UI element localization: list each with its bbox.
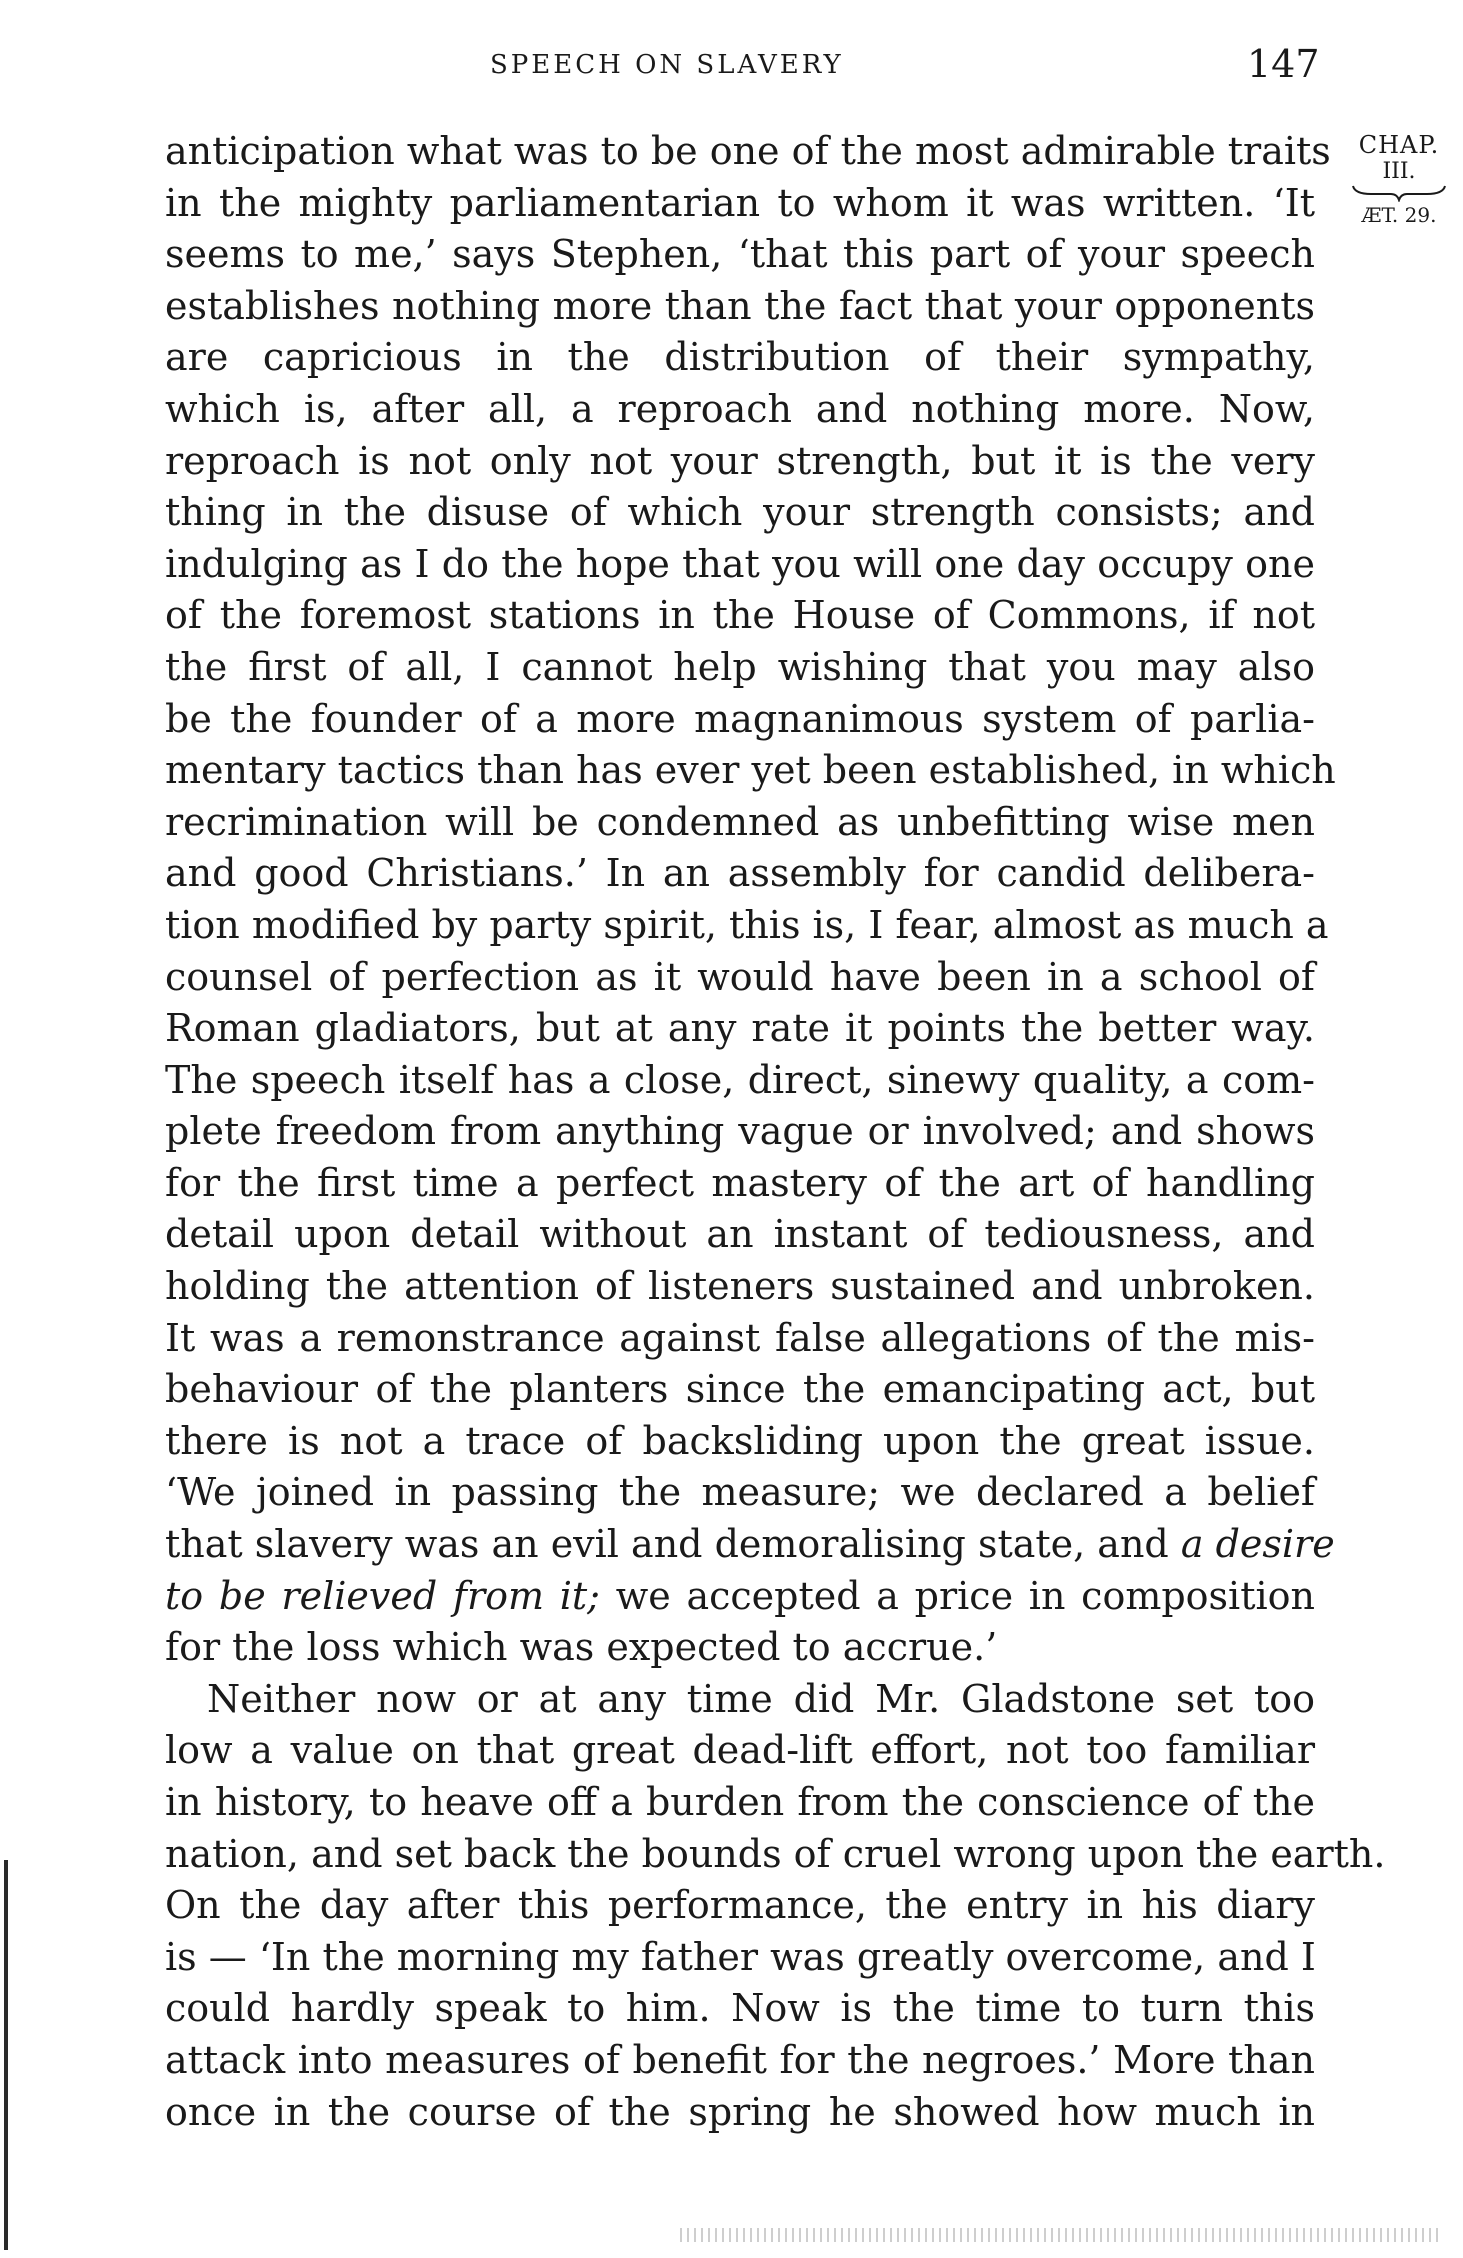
text-line: to be relieved from it; we accepted a price in composition [165, 1573, 1315, 1618]
text-line: low a value on that great dead-lift effort, not too familiar [165, 1728, 1315, 1773]
text-line: holding the attention of listeners sustained and unbroken. [165, 1264, 1315, 1309]
margin-chapter-label: CHAP. [1358, 131, 1440, 159]
text-line: for the loss which was expected to accrue.’ [165, 1625, 998, 1670]
text-line: seems to me,’ says Stephen, ‘that this part of your speech [165, 232, 1315, 277]
text-line: mentary tactics than has ever yet been established, in which [165, 748, 1336, 793]
text-line: for the first time a perfect mastery of the art of handling [165, 1160, 1315, 1205]
text-line: nation, and set back the bounds of cruel wrong upon the earth. [165, 1831, 1386, 1876]
margin-age-label: ÆT. 29. [1361, 203, 1437, 227]
text-line: recrimination will be condemned as unbefitting wise men [165, 799, 1315, 844]
italic-phrase: to be relieved from it; [165, 1573, 600, 1618]
text-line: in history, to heave off a burden from the conscience of the [165, 1780, 1315, 1824]
running-title: SPEECH ON SLAVERY [490, 50, 844, 80]
brace-icon [1351, 184, 1447, 202]
body-text [165, 126, 1386, 2138]
text-line: counsel of perfection as it would have been in a school of [165, 954, 1315, 999]
text-line: Neither now or at any time did Mr. Gladstone set too [207, 1676, 1315, 1721]
text-line: of the foremost stations in the House of Commons, if not [165, 593, 1315, 638]
scan-edge-mark [4, 1860, 8, 2250]
text-line: behaviour of the planters since the emancipating act, but [165, 1367, 1315, 1412]
text-line: It was a remonstrance against false allegations of the mis- [165, 1315, 1315, 1360]
text-line: in the mighty parliamentarian to whom it was written. ‘It [165, 180, 1315, 225]
text-line: is — ‘In the morning my father was greatly overcome, and I [165, 1934, 1316, 1979]
text-line: anticipation what was to be one of the most admirable traits [165, 129, 1331, 173]
text-line: plete freedom from anything vague or involved; and shows [165, 1109, 1315, 1154]
text-line: ‘We joined in passing the measure; we declared a belief [165, 1470, 1315, 1515]
text-line: there is not a trace of backsliding upon the great issue. [165, 1418, 1315, 1463]
page-number: 147 [1247, 42, 1320, 86]
text-line: The speech itself has a close, direct, sinewy quality, a com- [165, 1057, 1315, 1102]
italic-phrase: a desire [1180, 1522, 1335, 1567]
text-line: be the founder of a more magnanimous system of parlia- [165, 696, 1315, 741]
text-line: reproach is not only not your strength, but it is the very [165, 438, 1315, 483]
text-line: the first of all, I cannot help wishing that you may also [165, 644, 1315, 689]
text-line: which is, after all, a reproach and nothing more. Now, [165, 386, 1315, 431]
text-line: Roman gladiators, but at any rate it points the better way. [165, 1006, 1315, 1051]
scan-bottom-noise [680, 2228, 1440, 2242]
margin-note [1344, 130, 1454, 228]
text-line: that slavery was an evil and demoralising state, and a desire [165, 1522, 1335, 1567]
text-line: and good Christians.’ In an assembly for candid delibera- [165, 851, 1315, 896]
text-line: tion modified by party spirit, this is, I fear, almost as much a [165, 902, 1329, 947]
text-line: are capricious in the distribution of their sympathy, [165, 335, 1315, 380]
page-header [0, 40, 1463, 90]
text-line: indulging as I do the hope that you will one day occupy one [165, 541, 1315, 586]
text-line: detail upon detail without an instant of tediousness, and [165, 1212, 1315, 1257]
text-line: could hardly speak to him. Now is the time to turn this [165, 1986, 1315, 2031]
text-line: thing in the disuse of which your strength consists; and [165, 490, 1315, 535]
text-line: once in the course of the spring he showed how much in [165, 2089, 1315, 2134]
text-line: On the day after this performance, the entry in his diary [165, 1883, 1315, 1928]
text-line: establishes nothing more than the fact that your opponents [165, 283, 1315, 328]
text-line: attack into measures of benefit for the negroes.’ More than [165, 2037, 1315, 2082]
margin-chapter-number: III. [1382, 159, 1416, 184]
